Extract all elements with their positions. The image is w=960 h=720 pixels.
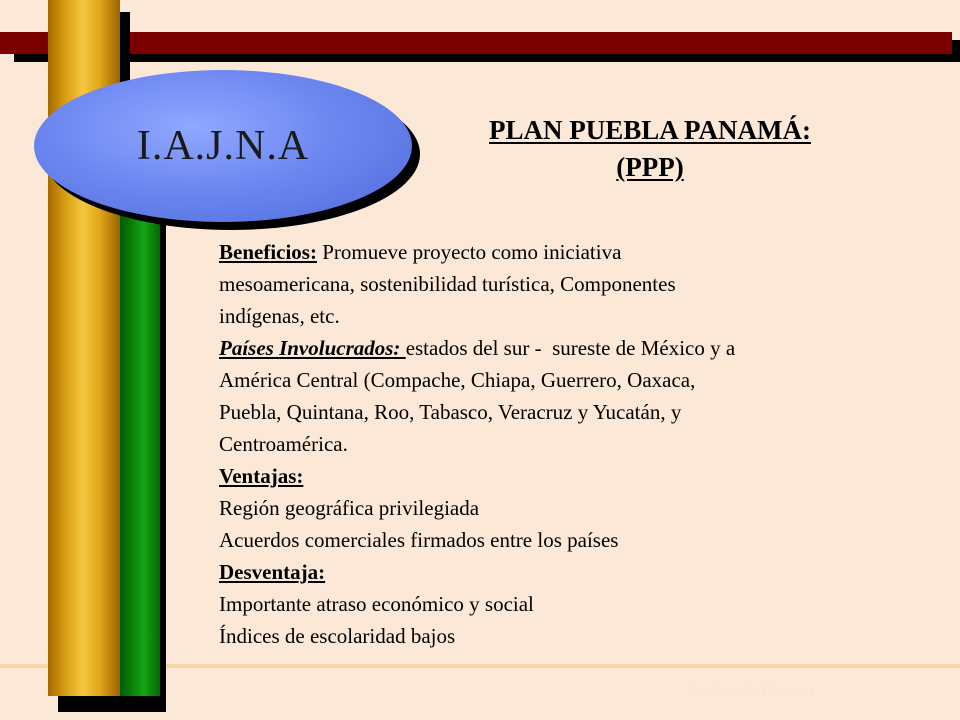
paises-line-3: Puebla, Quintana, Roo, Tabasco, Veracruz y Yucatán, y: [219, 400, 682, 424]
beneficios-line-3: indígenas, etc.: [219, 304, 340, 328]
paises-line-4: Centroamérica.: [219, 432, 348, 456]
top-bar: [0, 32, 952, 54]
ventajas-label: Ventajas:: [219, 464, 304, 488]
beneficios-paragraph: [219, 236, 949, 268]
paises-line-1: estados del sur - sureste de México y a: [405, 336, 736, 360]
beneficios-label: Beneficios:: [219, 240, 317, 264]
beneficios-line-2: mesoamericana, sostenibilidad turística, Componentes: [219, 272, 676, 296]
desventaja-item: Importante atraso económico y social: [219, 592, 534, 616]
desventaja-item: Índices de escolaridad bajos: [219, 624, 456, 648]
title-line-2: (PPP): [616, 152, 684, 182]
ventajas-item: Región geográfica privilegiada: [219, 496, 480, 520]
footer-text: Coordinación Educativa: [688, 682, 814, 697]
logo-text: I.A.J.N.A: [136, 123, 310, 169]
paises-label: Países Involucrados:: [219, 336, 406, 360]
paises-paragraph: [219, 332, 949, 364]
ventajas-item: Acuerdos comerciales firmados entre los países: [219, 528, 619, 552]
beneficios-line-1: Promueve proyecto como iniciativa: [316, 240, 622, 264]
slide-title: [430, 112, 870, 186]
green-column: [120, 168, 160, 696]
desventaja-label: Desventaja:: [219, 560, 326, 584]
title-line-1: PLAN PUEBLA PANAMÁ:: [489, 115, 811, 145]
paises-line-2: América Central (Compache, Chiapa, Guerrero, Oaxaca,: [219, 368, 696, 392]
slide-body: [219, 236, 949, 652]
